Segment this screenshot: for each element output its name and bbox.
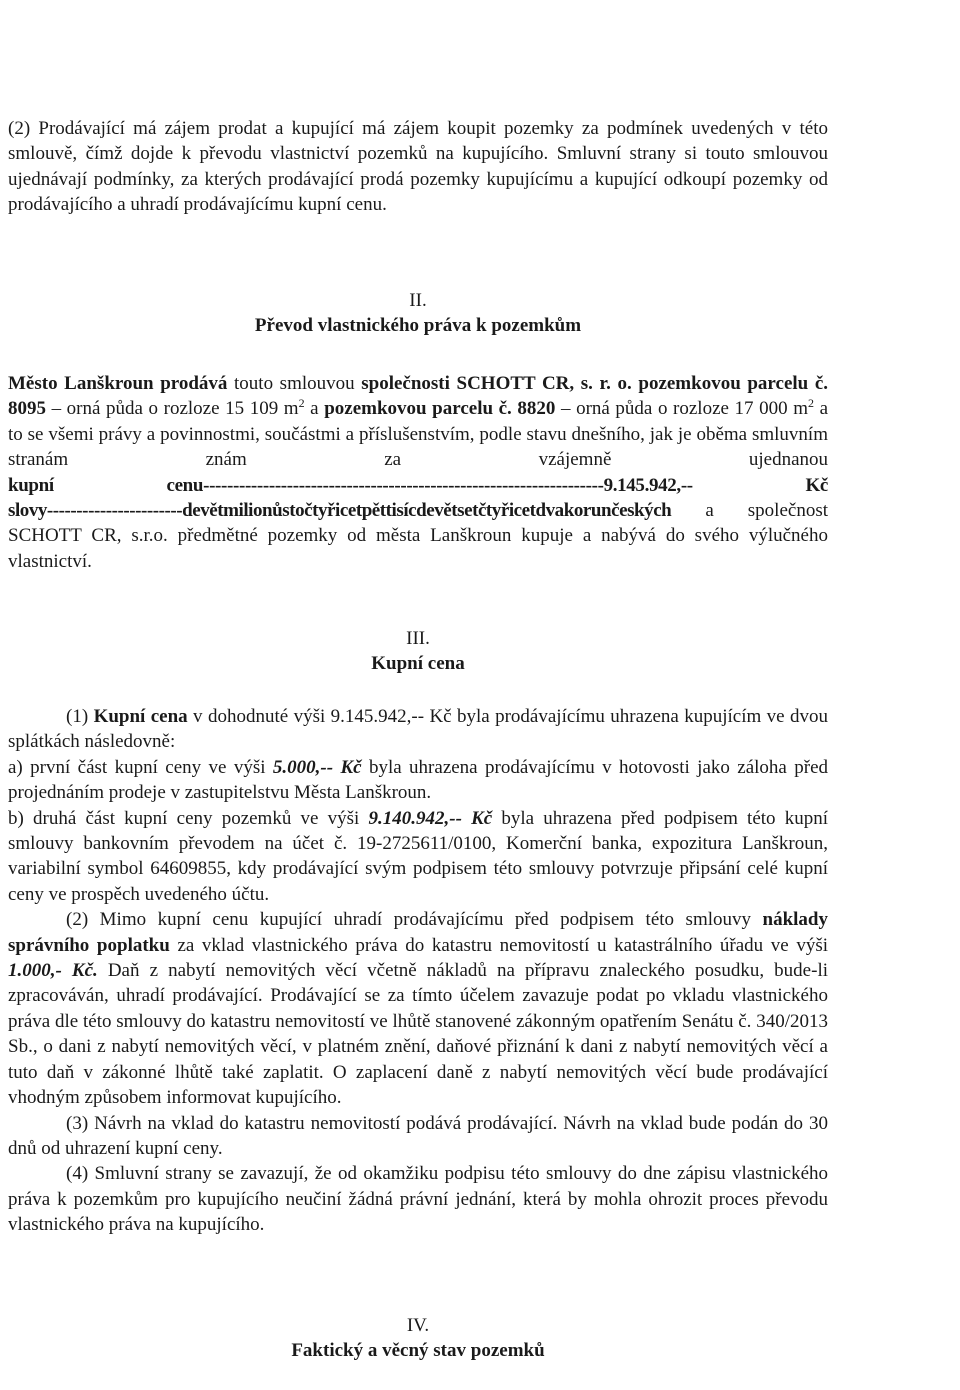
section3-item-a [8,755,828,806]
section3-title: Kupní cena [371,653,465,675]
text-run: b) druhá část kupní ceny pozemků ve výši [8,807,369,829]
section2-heading [8,288,828,339]
text-run: a společnost SCHOTT CR, s.r.o. předmětné pozemky od města Lanškroun kupuje a nabývá do svého výlučného vlastnictví. [8,500,828,572]
text-run: – orná půda o rozloze 17 000 m [555,398,808,420]
parcel-1-number: 8095 [8,398,46,420]
text-run: Daň z nabytí nemovitých věcí včetně nákladů na přípravu znaleckého posudku, bude-li zpracováván, uhradí prodávající. Prodávající se za tímto účelem zavazuje podat po vkladu vlastnického práva dle této smlouvy do katastru nemovitostí ve lhůtě stanovené zákonným opatřením Senátu č. 340/2013 Sb., o dani z nabytí nemovitých věcí, v platném znění, daňové přiznání k dani z nabytí nemovitých věcí a tuto daň v zákonné lhůtě také zaplatit. O zaplacení daně z nabytí nemovitých věcí bude prodávající vhodným způsobem informovat kupujícího. [8,960,828,1109]
text-run: – orná půda o rozloze 15 109 m [46,398,299,420]
text-run: touto smlouvou [227,373,362,394]
first-installment-amount: 5.000,-- Kč [272,756,362,778]
section3-heading [8,626,828,677]
section2-number: II. [409,290,427,311]
section2-paragraph-1 [8,371,828,574]
text-run: (1) [66,706,94,727]
section3-item-b [8,806,828,908]
price-in-words: slovy-----------------------devětmilionůstočtyřicetpěttisícdevětsetčtyřicetdvakorunčeských [8,500,672,522]
section4-title: Faktický a věcný stav pozemků [291,1340,545,1362]
superscript: 2 [298,396,305,411]
seller-city: Město Lanškroun prodává [8,373,228,394]
price-line: kupní cenu-------------------------------------------------------------------9.145.942,-- Kč [8,474,828,496]
text-run: v dohodnuté výši 9.145.942,-- Kč byla prodávajícímu uhrazena kupujícím ve dvou splátkách následovně: [8,706,828,753]
text-run: a to se všemi právy a povinnostmi, součástmi a příslušenstvím, podle stavu dnešního, jak je oběma smluvním stranám znám za vzájemně ujednanou [8,398,829,471]
administrative-fee-amount: 1.000,- Kč. [8,960,98,982]
parcel-2-number: 8820 [517,398,556,420]
text-run: a [304,398,325,420]
section3-number: III. [406,628,430,649]
parcel-2-label: pozemkovou parcelu č. [324,398,512,420]
section4-number: IV. [406,1315,430,1336]
text-run: za vklad vlastnického práva do katastru nemovitostí u katastrálního úřadu ve výši [169,934,828,956]
text-run: (2) Mimo kupní cenu kupující uhradí prodávajícímu před podpisem této smlouvy [66,909,763,931]
section4-heading [8,1313,828,1364]
text-run: byla uhrazena prodávajícímu v hotovosti jako záloha před projednáním prodeje v zastupitelstvu Města Lanškroun. [8,756,828,804]
section3-paragraph-4: (4) Smluvní strany se zavazují, že od okamžiku podpisu této smlouvy do dne zápisu vlastnického práva k pozemkům pro kupujícího neučiní žádná právní jednání, která by mohla ohrozit proces převodu vlastnického práva na kupujícího. [8,1163,828,1236]
section2-title: Převod vlastnického práva k pozemkům [254,315,582,337]
text-run: byla uhrazena před podpisem této kupní smlouvy bankovním převodem na účet č. 19-2725611/0100, Komerční banka, expozitura Lanškroun, variabilní symbol 64609855, kdy prodávající svým podpisem této smlouvy potvrzuje připsání celé kupní ceny ve prospěch uvedeného účtu. [8,807,828,905]
second-installment-amount: 9.140.942,-- Kč [368,807,493,829]
superscript: 2 [807,396,814,411]
text-run: a) první část kupní ceny ve výši [8,756,273,778]
section3-paragraph-2 [8,907,828,1110]
purchase-price-term: Kupní cena [93,706,188,727]
buyer-company: společnosti SCHOTT CR, s. r. o. [361,373,632,394]
section3-paragraph-1 [8,704,828,755]
administrative-fee-term: náklady správního poplatku [8,909,828,956]
section3-body [8,704,828,1238]
section1-paragraph-2: (2) Prodávající má zájem prodat a kupující má zájem koupit pozemky za podmínek uvedených v této smlouvě, čímž dojde k převodu vlastnictví pozemků na kupujícího. Smluvní strany si touto smlouvou ujednávají podmínky, za kterých prodávající prodá pozemky kupujícímu a kupující odkoupí pozemky od prodávajícího a uhradí prodávajícímu kupní cenu. [8,118,828,216]
parcel-1-label: pozemkovou parcelu č. [638,373,829,394]
section3-paragraph-3: (3) Návrh na vklad do katastru nemovitostí podává prodávající. Návrh na vklad bude podán do 30 dnů od uhrazení kupní ceny. [8,1112,828,1159]
